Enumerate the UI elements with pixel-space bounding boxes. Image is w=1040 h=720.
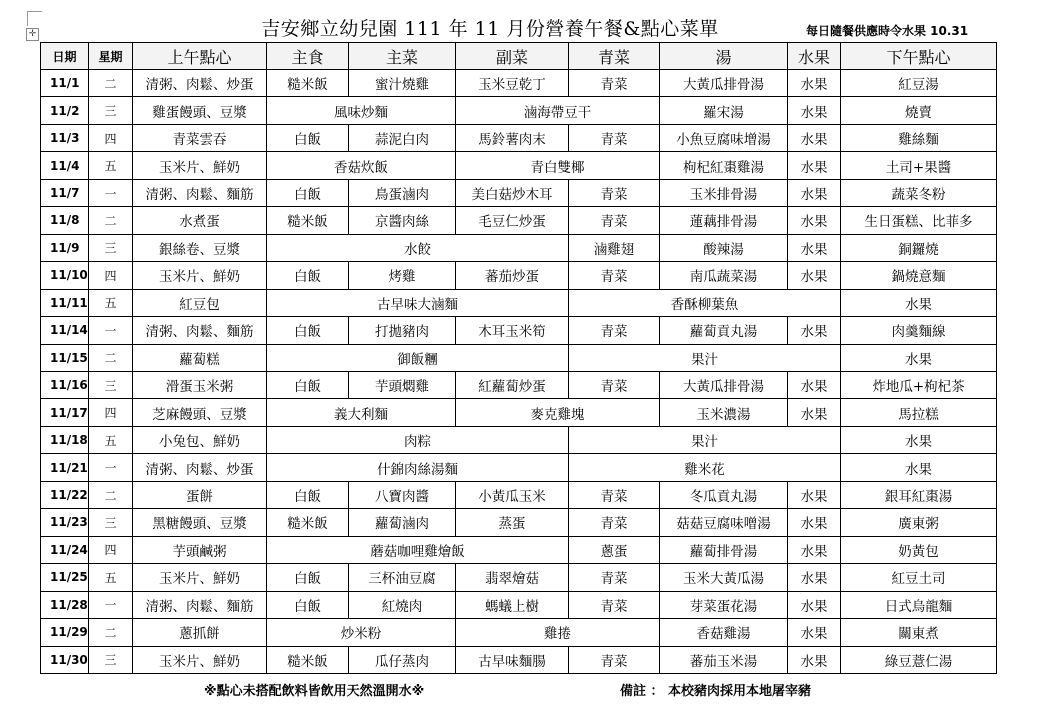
header-staple: 主食 <box>267 43 349 70</box>
date-cell: 11/2 <box>41 97 89 124</box>
menu-cell: 糙米飯 <box>267 509 349 536</box>
date-cell: 11/14 <box>41 317 89 344</box>
menu-cell: 蘿蔔排骨湯 <box>660 536 788 563</box>
menu-cell: 銀絲卷、豆漿 <box>133 234 267 261</box>
menu-cell: 鍋燒意麵 <box>841 262 997 289</box>
menu-cell: 炸地瓜+枸杞茶 <box>841 371 997 398</box>
menu-cell: 銀耳紅棗湯 <box>841 481 997 508</box>
menu-cell: 螞蟻上樹 <box>456 591 569 618</box>
menu-cell: 蘿蔔滷肉 <box>349 509 456 536</box>
menu-cell: 馬拉糕 <box>841 399 997 426</box>
menu-cell: 羅宋湯 <box>660 97 788 124</box>
menu-cell: 果汁 <box>569 344 841 371</box>
menu-cell: 木耳玉米筍 <box>456 317 569 344</box>
menu-cell: 馬鈴薯肉末 <box>456 124 569 151</box>
menu-cell: 玉米片、鮮奶 <box>133 646 267 673</box>
date-cell: 11/10 <box>41 262 89 289</box>
menu-cell: 香菇雞湯 <box>660 619 788 646</box>
menu-cell: 水煮蛋 <box>133 207 267 234</box>
date-cell: 11/24 <box>41 536 89 563</box>
menu-cell: 水果 <box>788 399 841 426</box>
menu-cell: 蔬菜冬粉 <box>841 179 997 206</box>
weekday-cell: 一 <box>89 179 133 206</box>
footer-water-note: ※點心未搭配飲料皆飲用天然溫開水※ <box>204 684 425 699</box>
menu-cell: 水果 <box>788 124 841 151</box>
date-cell: 11/8 <box>41 207 89 234</box>
footer-pork-note: 備註 ： 本校豬肉採用本地屠宰豬 <box>620 684 812 699</box>
menu-cell: 御飯糰 <box>267 344 569 371</box>
date-cell: 11/7 <box>41 179 89 206</box>
menu-cell: 蘿蔔貢丸湯 <box>660 317 788 344</box>
header-side-dish: 副菜 <box>456 43 569 70</box>
menu-cell: 雞絲麵 <box>841 124 997 151</box>
menu-cell: 青菜 <box>569 509 660 536</box>
date-cell: 11/9 <box>41 234 89 261</box>
menu-cell: 芽菜蛋花湯 <box>660 591 788 618</box>
menu-cell: 什錦肉絲湯麵 <box>267 454 569 481</box>
menu-cell: 翡翠燴菇 <box>456 564 569 591</box>
menu-cell: 青菜 <box>569 481 660 508</box>
weekday-cell: 四 <box>89 262 133 289</box>
menu-cell: 青菜 <box>569 207 660 234</box>
menu-cell: 水果 <box>788 536 841 563</box>
menu-cell: 雞米花 <box>569 454 841 481</box>
menu-cell: 玉米大黃瓜湯 <box>660 564 788 591</box>
menu-cell: 瓜仔蒸肉 <box>349 646 456 673</box>
menu-cell: 枸杞紅棗雞湯 <box>660 152 788 179</box>
menu-cell: 青菜 <box>569 371 660 398</box>
menu-cell: 生日蛋糕、比菲多 <box>841 207 997 234</box>
menu-cell: 古早味大滷麵 <box>267 289 569 316</box>
table-row <box>41 509 997 536</box>
weekday-cell: 二 <box>89 207 133 234</box>
header-soup: 湯 <box>660 43 788 70</box>
menu-cell: 雞捲 <box>456 619 660 646</box>
table-row <box>41 536 997 563</box>
menu-cell: 青菜 <box>569 646 660 673</box>
menu-cell: 肉粽 <box>267 426 569 453</box>
date-cell: 11/16 <box>41 371 89 398</box>
menu-cell: 蕃茄炒蛋 <box>456 262 569 289</box>
table-row <box>41 234 997 261</box>
menu-cell: 水果 <box>788 317 841 344</box>
menu-cell: 水果 <box>788 371 841 398</box>
table-row <box>41 454 997 481</box>
weekday-cell: 三 <box>89 371 133 398</box>
weekday-cell: 一 <box>89 454 133 481</box>
menu-cell: 白飯 <box>267 481 349 508</box>
menu-cell: 紅蘿蔔炒蛋 <box>456 371 569 398</box>
menu-cell: 白飯 <box>267 564 349 591</box>
table-row <box>41 124 997 151</box>
menu-cell: 青菜 <box>569 564 660 591</box>
menu-cell: 黑糖饅頭、豆漿 <box>133 509 267 536</box>
weekday-cell: 三 <box>89 97 133 124</box>
table-row <box>41 399 997 426</box>
date-cell: 11/3 <box>41 124 89 151</box>
table-row <box>41 70 997 97</box>
menu-cell: 八寶肉醬 <box>349 481 456 508</box>
menu-cell: 蘿蔔糕 <box>133 344 267 371</box>
header-date: 日期 <box>41 43 89 70</box>
menu-cell: 水果 <box>841 454 997 481</box>
weekday-cell: 五 <box>89 564 133 591</box>
menu-cell: 雞蛋饅頭、豆漿 <box>133 97 267 124</box>
menu-cell: 水果 <box>788 97 841 124</box>
menu-cell: 清粥、肉鬆、麵筋 <box>133 179 267 206</box>
date-cell: 11/25 <box>41 564 89 591</box>
menu-cell: 玉米豆乾丁 <box>456 70 569 97</box>
menu-cell: 炒米粉 <box>267 619 456 646</box>
menu-cell: 水餃 <box>267 234 569 261</box>
menu-cell: 義大利麵 <box>267 399 456 426</box>
header-afternoon-snack: 下午點心 <box>841 43 997 70</box>
weekday-cell: 二 <box>89 344 133 371</box>
date-cell: 11/23 <box>41 509 89 536</box>
menu-cell: 芝麻饅頭、豆漿 <box>133 399 267 426</box>
menu-cell: 滷海帶豆干 <box>456 97 660 124</box>
menu-cell: 水果 <box>788 262 841 289</box>
date-cell: 11/17 <box>41 399 89 426</box>
table-row <box>41 289 997 316</box>
menu-cell: 糙米飯 <box>267 207 349 234</box>
menu-cell: 滑蛋玉米粥 <box>133 371 267 398</box>
menu-cell: 水果 <box>788 509 841 536</box>
menu-cell: 美白菇炒木耳 <box>456 179 569 206</box>
table-row <box>41 619 997 646</box>
menu-cell: 水果 <box>788 646 841 673</box>
menu-cell: 糙米飯 <box>267 70 349 97</box>
table-row <box>41 97 997 124</box>
menu-cell: 白飯 <box>267 371 349 398</box>
menu-cell: 蘑菇咖哩雞燴飯 <box>267 536 569 563</box>
menu-cell: 水果 <box>788 234 841 261</box>
date-cell: 11/4 <box>41 152 89 179</box>
menu-cell: 蕃茄玉米湯 <box>660 646 788 673</box>
menu-cell: 奶黃包 <box>841 536 997 563</box>
header-vegetable: 青菜 <box>569 43 660 70</box>
menu-cell: 風味炒麵 <box>267 97 456 124</box>
weekday-cell: 二 <box>89 70 133 97</box>
menu-cell: 蒜泥白肉 <box>349 124 456 151</box>
menu-cell: 水果 <box>788 481 841 508</box>
table-row <box>41 371 997 398</box>
date-cell: 11/18 <box>41 426 89 453</box>
menu-cell: 銅鑼燒 <box>841 234 997 261</box>
date-cell: 11/30 <box>41 646 89 673</box>
corner-mark <box>27 11 42 26</box>
menu-cell: 小魚豆腐味增湯 <box>660 124 788 151</box>
menu-cell: 玉米濃湯 <box>660 399 788 426</box>
weekday-cell: 二 <box>89 481 133 508</box>
menu-cell: 白飯 <box>267 591 349 618</box>
table-row <box>41 262 997 289</box>
table-row <box>41 481 997 508</box>
menu-cell: 青白雙椰 <box>456 152 660 179</box>
menu-cell: 麥克雞塊 <box>456 399 660 426</box>
menu-cell: 小黃瓜玉米 <box>456 481 569 508</box>
menu-cell: 肉羹麵線 <box>841 317 997 344</box>
menu-cell: 青菜 <box>569 591 660 618</box>
menu-cell: 水果 <box>788 207 841 234</box>
weekday-cell: 二 <box>89 619 133 646</box>
menu-cell: 紅燒肉 <box>349 591 456 618</box>
menu-cell: 香菇炊飯 <box>267 152 456 179</box>
weekday-cell: 五 <box>89 426 133 453</box>
date-cell: 11/11 <box>41 289 89 316</box>
menu-cell: 燒賣 <box>841 97 997 124</box>
menu-cell: 水果 <box>788 591 841 618</box>
menu-cell: 古早味麵腸 <box>456 646 569 673</box>
menu-cell: 青菜 <box>569 262 660 289</box>
menu-cell: 蛋餅 <box>133 481 267 508</box>
menu-cell: 綠豆薏仁湯 <box>841 646 997 673</box>
menu-cell: 紅豆土司 <box>841 564 997 591</box>
table-row <box>41 646 997 673</box>
menu-cell: 芋頭鹹粥 <box>133 536 267 563</box>
menu-cell: 玉米片、鮮奶 <box>133 564 267 591</box>
menu-cell: 水果 <box>841 344 997 371</box>
menu-cell: 水果 <box>788 179 841 206</box>
weekday-cell: 四 <box>89 399 133 426</box>
weekday-cell: 五 <box>89 289 133 316</box>
menu-cell: 紅豆湯 <box>841 70 997 97</box>
menu-cell: 青菜 <box>569 317 660 344</box>
menu-cell: 白飯 <box>267 317 349 344</box>
menu-cell: 大黃瓜排骨湯 <box>660 371 788 398</box>
menu-cell: 青菜 <box>569 70 660 97</box>
menu-cell: 水果 <box>788 619 841 646</box>
weekday-cell: 五 <box>89 152 133 179</box>
menu-cell: 玉米排骨湯 <box>660 179 788 206</box>
menu-cell: 玉米片、鮮奶 <box>133 152 267 179</box>
menu-cell: 土司+果醬 <box>841 152 997 179</box>
menu-cell: 青菜 <box>569 179 660 206</box>
weekday-cell: 三 <box>89 234 133 261</box>
document-title: 吉安鄉立幼兒園 111 年 11 月份營養午餐&點心菜單 <box>261 18 719 40</box>
menu-cell: 清粥、肉鬆、炒蛋 <box>133 454 267 481</box>
menu-cell: 水果 <box>788 70 841 97</box>
date-cell: 11/28 <box>41 591 89 618</box>
menu-cell: 白飯 <box>267 179 349 206</box>
header-row <box>41 43 997 70</box>
menu-cell: 打拋豬肉 <box>349 317 456 344</box>
table-row <box>41 426 997 453</box>
menu-cell: 大黃瓜排骨湯 <box>660 70 788 97</box>
header-weekday: 星期 <box>89 43 133 70</box>
date-cell: 11/15 <box>41 344 89 371</box>
table-move-handle-icon[interactable]: ✛ <box>26 28 39 41</box>
menu-cell: 小兔包、鮮奶 <box>133 426 267 453</box>
weekday-cell: 四 <box>89 536 133 563</box>
menu-cell: 香酥柳葉魚 <box>569 289 841 316</box>
table-row <box>41 152 997 179</box>
menu-cell: 蔥抓餅 <box>133 619 267 646</box>
menu-cell: 三杯油豆腐 <box>349 564 456 591</box>
menu-cell: 白飯 <box>267 262 349 289</box>
menu-cell: 糙米飯 <box>267 646 349 673</box>
table-row <box>41 179 997 206</box>
menu-cell: 芋頭燜雞 <box>349 371 456 398</box>
weekday-cell: 四 <box>89 124 133 151</box>
menu-cell: 水果 <box>788 564 841 591</box>
date-cell: 11/29 <box>41 619 89 646</box>
menu-cell: 京醬肉絲 <box>349 207 456 234</box>
menu-cell: 關東煮 <box>841 619 997 646</box>
table-row <box>41 591 997 618</box>
menu-cell: 烤雞 <box>349 262 456 289</box>
weekday-cell: 一 <box>89 591 133 618</box>
menu-cell: 鳥蛋滷肉 <box>349 179 456 206</box>
menu-cell: 紅豆包 <box>133 289 267 316</box>
header-main-dish: 主菜 <box>349 43 456 70</box>
menu-cell: 日式烏龍麵 <box>841 591 997 618</box>
weekday-cell: 一 <box>89 317 133 344</box>
menu-cell: 果汁 <box>569 426 841 453</box>
date-cell: 11/1 <box>41 70 89 97</box>
menu-cell: 蒸蛋 <box>456 509 569 536</box>
menu-cell: 蓮藕排骨湯 <box>660 207 788 234</box>
weekday-cell: 三 <box>89 646 133 673</box>
table-row <box>41 317 997 344</box>
menu-cell: 青菜雲吞 <box>133 124 267 151</box>
menu-cell: 水果 <box>841 426 997 453</box>
menu-cell: 青菜 <box>569 124 660 151</box>
menu-cell: 毛豆仁炒蛋 <box>456 207 569 234</box>
menu-cell: 水果 <box>841 289 997 316</box>
fruit-note: 每日隨餐供應時令水果 10.31 <box>806 24 969 38</box>
table-row <box>41 344 997 371</box>
date-cell: 11/21 <box>41 454 89 481</box>
header-fruit: 水果 <box>788 43 841 70</box>
weekday-cell: 三 <box>89 509 133 536</box>
menu-cell: 蔥蛋 <box>569 536 660 563</box>
menu-cell: 冬瓜貢丸湯 <box>660 481 788 508</box>
menu-cell: 南瓜蔬菜湯 <box>660 262 788 289</box>
menu-table <box>40 42 997 674</box>
menu-cell: 白飯 <box>267 124 349 151</box>
date-cell: 11/22 <box>41 481 89 508</box>
menu-cell: 清粥、肉鬆、麵筋 <box>133 317 267 344</box>
menu-cell: 清粥、肉鬆、麵筋 <box>133 591 267 618</box>
menu-cell: 蜜汁燒雞 <box>349 70 456 97</box>
menu-cell: 廣東粥 <box>841 509 997 536</box>
table-row <box>41 207 997 234</box>
menu-cell: 滷雞翅 <box>569 234 660 261</box>
menu-cell: 水果 <box>788 152 841 179</box>
menu-cell: 玉米片、鮮奶 <box>133 262 267 289</box>
menu-cell: 酸辣湯 <box>660 234 788 261</box>
menu-cell: 菇菇豆腐味噌湯 <box>660 509 788 536</box>
header-morning-snack: 上午點心 <box>133 43 267 70</box>
menu-cell: 清粥、肉鬆、炒蛋 <box>133 70 267 97</box>
table-row <box>41 564 997 591</box>
